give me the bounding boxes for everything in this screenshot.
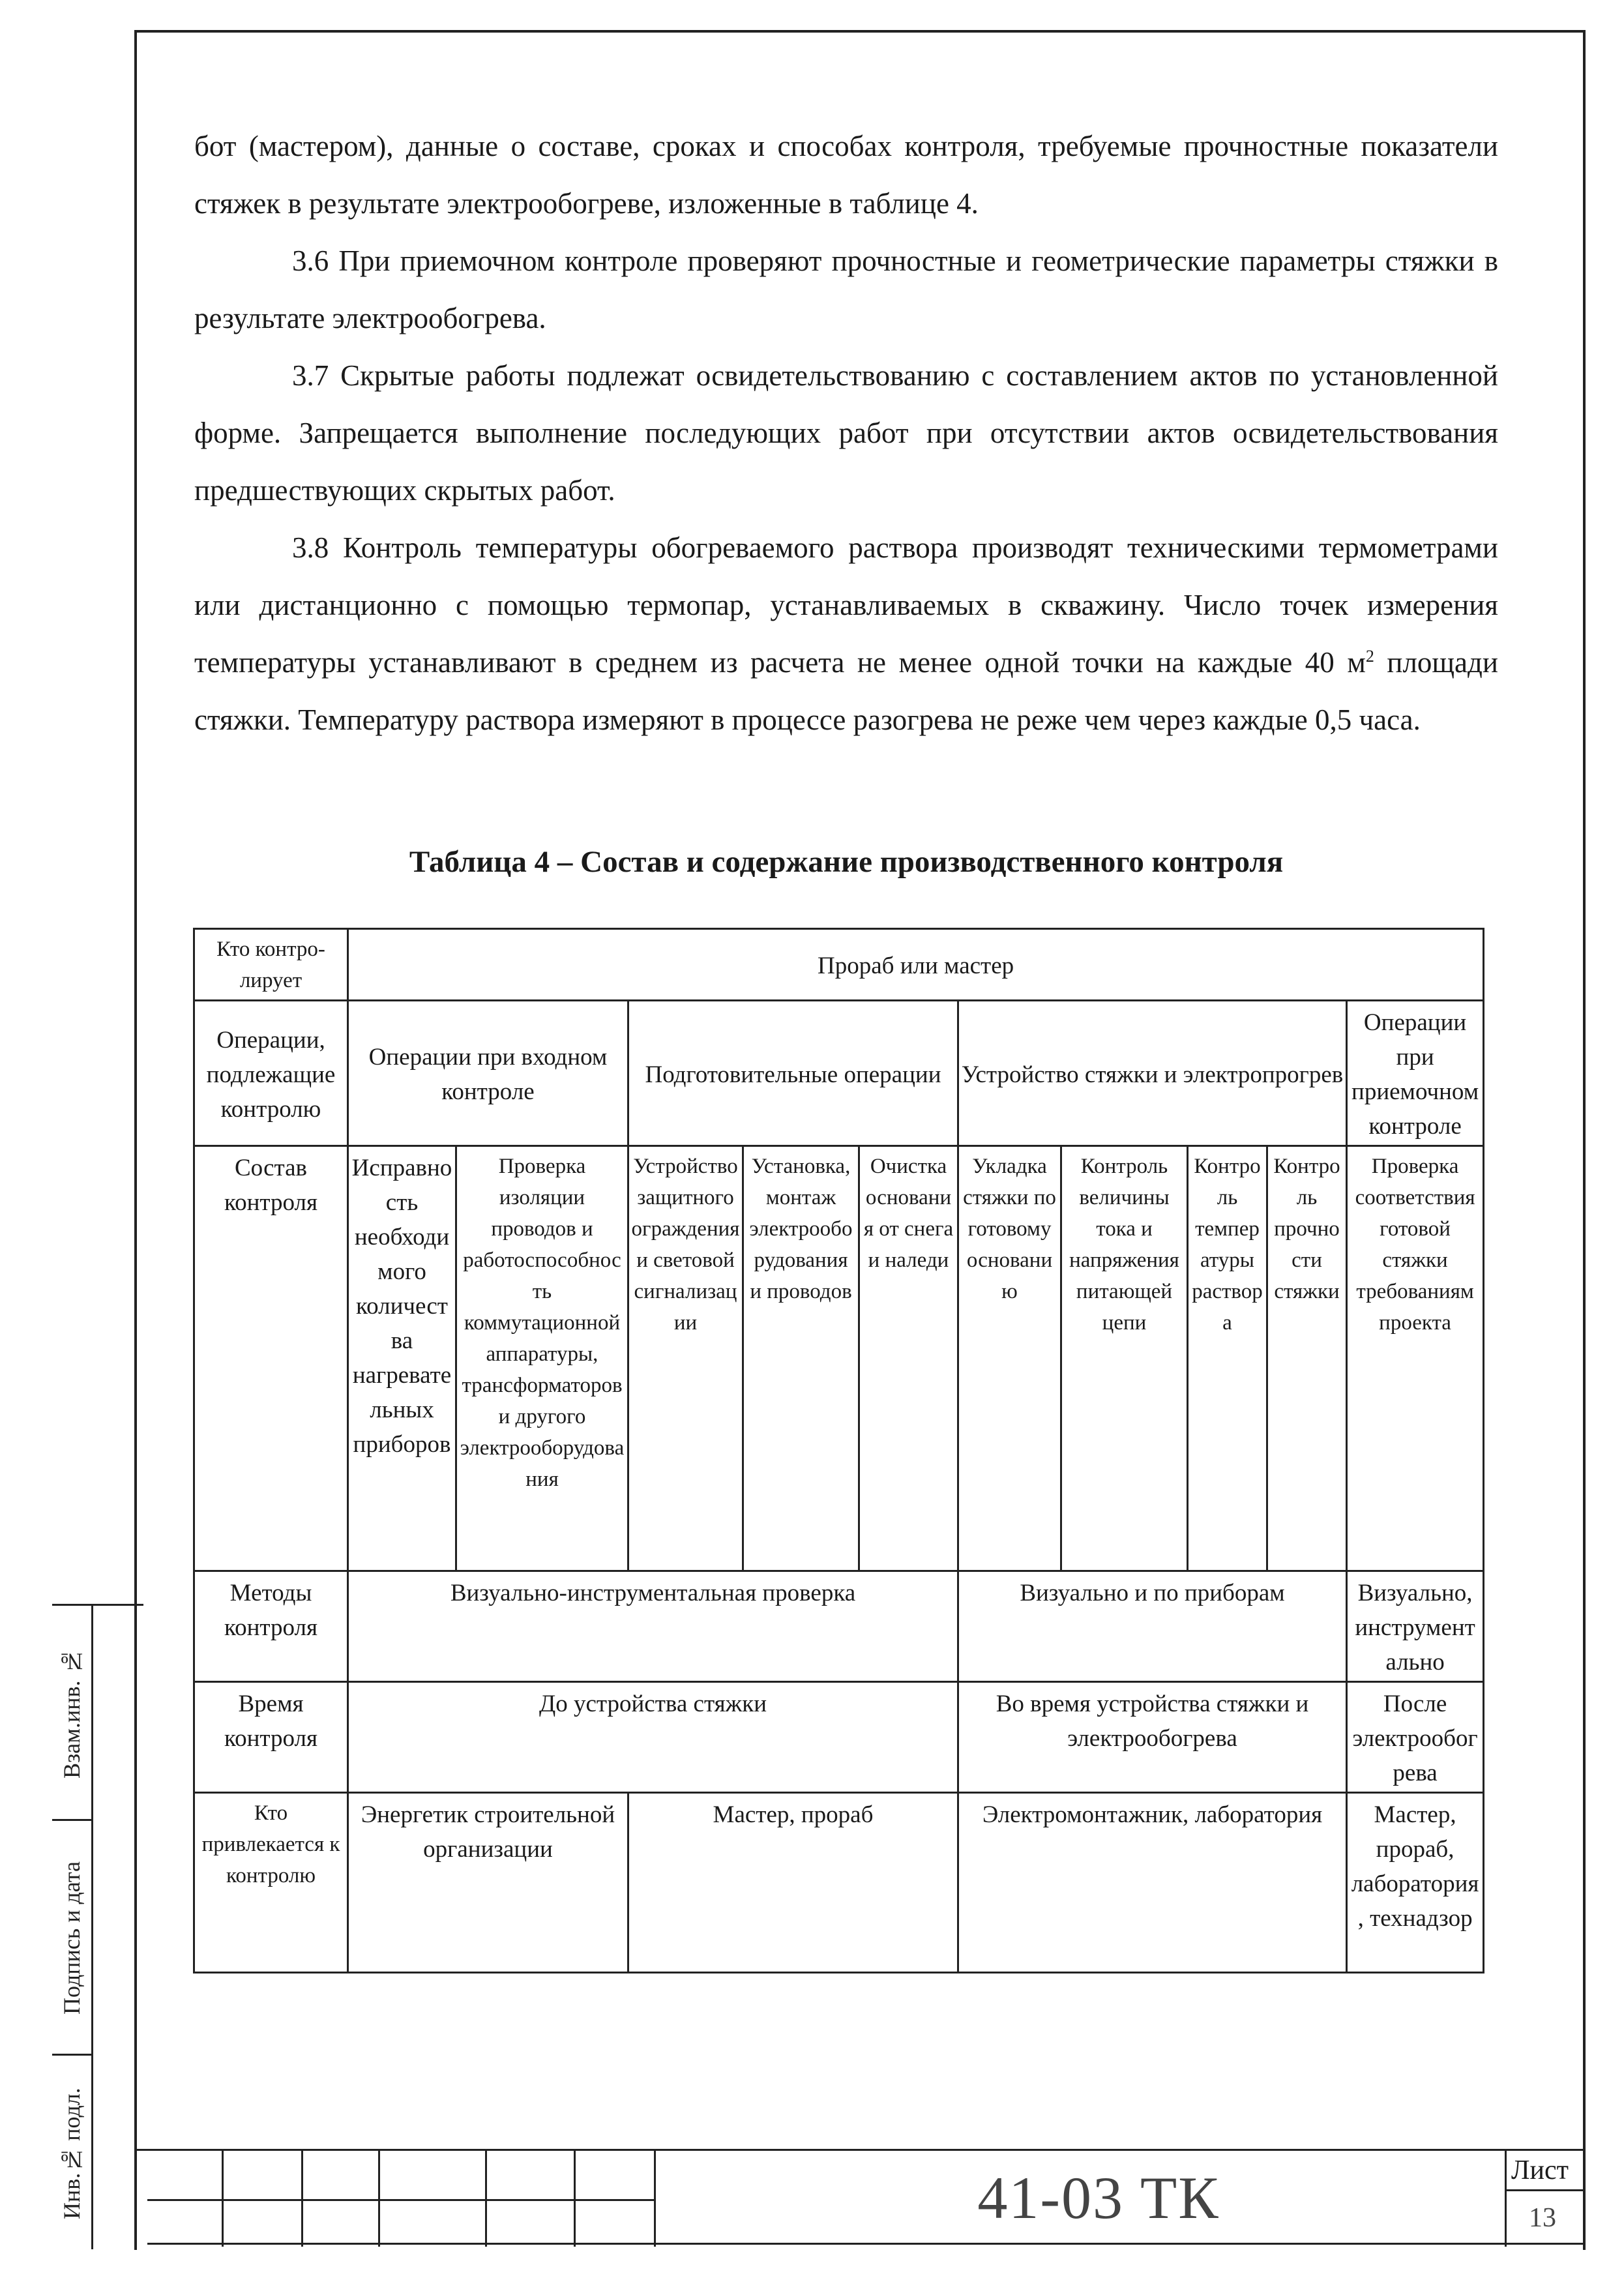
paragraph-3-8-part2: площади стяжки. Температуру раствора измеряют в процессе разогрева не реже чем через каждые 0,5 часа. — [194, 646, 1499, 736]
table-row — [194, 1146, 1484, 1571]
row-head-composition: Состав контроля — [194, 1146, 348, 1571]
cell-time-c: После электрообогрева — [1347, 1682, 1484, 1793]
cell-composition-10: Проверка соответствия готовой стяжки требованиям проекта — [1347, 1146, 1484, 1571]
table-row — [194, 1001, 1484, 1146]
cell-incoming-control: Операции при входном контроле — [348, 1001, 628, 1146]
cell-methods-a: Визуально-инструментальная проверка — [348, 1571, 958, 1682]
cell-methods-b: Визуально и по приборам — [958, 1571, 1347, 1682]
row-head-who-controls: Кто контро-лирует — [194, 929, 348, 1001]
cell-composition-4: Установка, монтаж электрооборудования и проводов — [743, 1146, 859, 1571]
table-title: Таблица 4 – Состав и содержание производственного контроля — [409, 845, 1284, 879]
paragraph-3-6: 3.6 При приемочном контроле проверяют прочностные и геометрические параметры стяжки в результате электрообогрева. — [194, 244, 1498, 334]
document-code: 41-03 ТК — [977, 2165, 1220, 2231]
row-head-methods: Методы контроля — [194, 1571, 348, 1682]
sheet-label: Лист — [1511, 2155, 1569, 2185]
row-head-operations: Операции, подлежащие контролю — [194, 1001, 348, 1146]
stamp-line — [222, 2149, 224, 2247]
body-text — [194, 117, 1498, 748]
cell-composition-7: Контроль величины тока и напряжения питающей цепи — [1061, 1146, 1188, 1571]
stamp-column-values — [91, 1606, 93, 2249]
superscript: 2 — [1365, 647, 1374, 666]
cell-composition-3: Устройство защитного ограждения и световой сигнализации — [628, 1146, 743, 1571]
cell-composition-5: Очистка основания от снега и наледи — [859, 1146, 958, 1571]
cell-acceptance-control: Операции при приемочном контроле — [1347, 1001, 1484, 1146]
cell-involved-c: Электромонтажник, лаборатория — [958, 1793, 1347, 1973]
stamp-line — [1505, 2149, 1507, 2247]
paragraph-continued: бот (мастером), данные о составе, сроках и способах контроля, требуемые прочностные показатели стяжек в результате электрообогреве, изложенные в таблице 4. — [194, 130, 1498, 220]
cell-screed-device: Устройство стяжки и электропрогрев — [958, 1001, 1347, 1146]
paragraph-3-8 — [194, 519, 1498, 748]
cell-who-controls: Прораб или мастер — [348, 929, 1484, 1001]
cell-composition-2: Проверка изоляции проводов и работоспособность коммутационной аппаратуры, трансформаторов и другого электрооборудования — [456, 1146, 628, 1571]
control-table — [193, 928, 1484, 1973]
stamp-line — [147, 2199, 656, 2201]
left-stamp — [52, 1604, 143, 2249]
stamp-line — [378, 2149, 380, 2247]
row-head-time: Время контроля — [194, 1682, 348, 1793]
stamp-line — [1505, 2189, 1586, 2191]
cell-methods-c: Визуально, инструментально — [1347, 1571, 1484, 1682]
table-row — [194, 929, 1484, 1001]
stamp-label-replacement-inv: Взам.инв. № — [59, 1648, 85, 1779]
cell-composition-6: Укладка стяжки по готовому основанию — [958, 1146, 1061, 1571]
cell-composition-9: Контроль прочности стяжки — [1267, 1146, 1347, 1571]
row-head-involved: Кто привлекается к контролю — [194, 1793, 348, 1973]
stamp-line — [134, 2149, 1586, 2151]
table-row — [194, 1793, 1484, 1973]
stamp-line — [574, 2149, 576, 2247]
stamp-line — [301, 2149, 303, 2247]
cell-involved-a: Энергетик строительной организации — [348, 1793, 628, 1973]
cell-time-a: До устройства стяжки — [348, 1682, 958, 1793]
table-row — [194, 1571, 1484, 1682]
sheet-number: 13 — [1529, 2203, 1556, 2233]
paragraph-3-7: 3.7 Скрытые работы подлежат освидетельствованию с составлением актов по установленной форме. Запрещается выполнение последующих работ при отсутствии актов освидетельствования предшествующих скрытых работ. — [194, 359, 1498, 507]
stamp-label-signature-date: Подпись и дата — [59, 1861, 85, 2015]
cell-composition-8: Контроль температуры раствора — [1188, 1146, 1267, 1571]
cell-composition-1: Исправность необходимого количества нагревательных приборов — [348, 1146, 456, 1571]
stamp-line — [147, 2243, 1586, 2245]
cell-preparatory-operations: Подготовительные операции — [628, 1001, 958, 1146]
stamp-line — [485, 2149, 487, 2247]
table-row — [194, 1682, 1484, 1793]
cell-involved-b: Мастер, прораб — [628, 1793, 958, 1973]
paragraph-3-8-part1: 3.8 Контроль температуры обогреваемого раствора производят техническими термометрами или дистанционно с помощью термопар, устанавливаемых в скважину. Число точек измерения температуры устанавливают в среднем из расчета не менее одной точки на каждые 40 м — [194, 531, 1498, 679]
cell-involved-d: Мастер, прораб, лаборатория, технадзор — [1347, 1793, 1484, 1973]
stamp-line — [654, 2149, 656, 2247]
stamp-label-original-inv: Инв.№ подл. — [59, 2088, 85, 2219]
cell-time-b: Во время устройства стяжки и электрообогрева — [958, 1682, 1347, 1793]
